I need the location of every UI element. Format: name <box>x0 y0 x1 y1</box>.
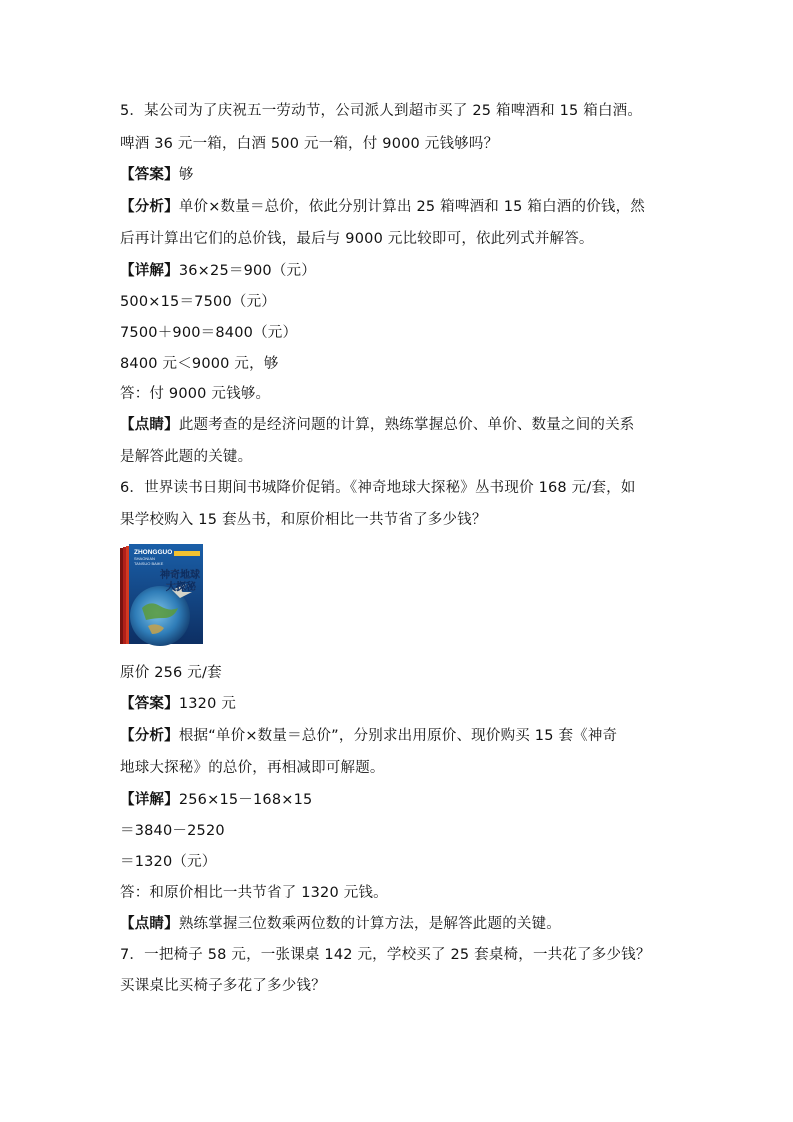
detail-text: 36×25＝900（元） <box>178 263 316 279</box>
q6-answer <box>120 694 680 714</box>
q5-stem-line-1: 5．某公司为了庆祝五一劳动节，公司派人到超市买了 25 箱啤酒和 15 箱白酒。 <box>120 103 643 119</box>
q5-answer <box>120 165 680 185</box>
analysis-tag: 【分析】 <box>120 199 179 215</box>
comment-tag: 【点睛】 <box>120 417 179 433</box>
cover-badge <box>174 551 200 556</box>
cover-latin-line-3: TANSUO BAIKE <box>134 561 164 566</box>
q6-stem-line-2: 果学校购入 15 套丛书，和原价相比一共节省了多少钱？ <box>120 512 487 528</box>
q5-stem-line-2: 啤酒 36 元一箱，白酒 500 元一箱，付 9000 元钱够吗？ <box>120 136 499 152</box>
q7-stem-line-1: 7．一把椅子 58 元，一张课桌 142 元，学校买了 25 套桌椅，一共花了多少钱？ <box>120 947 651 963</box>
comment-tag: 【点睛】 <box>120 916 179 932</box>
q6-stem-line-1: 6．世界读书日期间书城降价促销。《神奇地球大探秘》丛书现价 168 元/套，如 <box>120 480 636 496</box>
q5-analysis-line-2: 后再计算出它们的总价钱，最后与 9000 元比较即可，依此列式并解答。 <box>120 231 594 247</box>
answer-tag: 【答案】 <box>120 167 179 183</box>
detail-tag: 【详解】 <box>120 263 179 279</box>
q5-comment-line-2: 是解答此题的关键。 <box>120 449 253 465</box>
comment-text: 此题考查的是经济问题的计算，熟练掌握总价、单价、数量之间的关系 <box>178 417 635 433</box>
cover-latin-line-1: ZHONGGUO <box>134 549 173 556</box>
q5-detail-line-1 <box>120 261 680 281</box>
q5-reply: 答：付 9000 元钱够。 <box>120 386 271 402</box>
cover-latin-line-2: SHAONIAN <box>134 556 155 561</box>
analysis-text: 根据“单价×数量＝总价”，分别求出用原价、现价购买 15 套《神奇 <box>178 728 618 744</box>
analysis-text: 单价×数量＝总价，依此分别计算出 25 箱啤酒和 15 箱白酒的价钱，然 <box>178 199 645 215</box>
detail-text: 256×15－168×15 <box>178 792 313 808</box>
cover-title-line-1: 神奇地球 <box>160 570 200 581</box>
q5-analysis-line-1 <box>120 197 680 217</box>
analysis-tag: 【分析】 <box>120 728 179 744</box>
answer-text: 够 <box>178 167 194 183</box>
cover-title-line-2: 大探秘 <box>166 582 196 593</box>
comment-text: 熟练掌握三位数乘两位数的计算方法，是解答此题的关键。 <box>178 916 562 932</box>
answer-tag: 【答案】 <box>120 696 179 712</box>
q6-reply: 答：和原价相比一共节省了 1320 元钱。 <box>120 885 388 901</box>
q5-comment-line-1 <box>120 415 680 435</box>
q6-analysis-line-1 <box>120 726 680 746</box>
q6-analysis-line-2: 地球大探秘》的总价，再相减即可解题。 <box>120 760 385 776</box>
q7-stem-line-2: 买课桌比买椅子多花了多少钱？ <box>120 978 326 994</box>
q6-detail-line-3: ＝1320（元） <box>120 854 217 870</box>
book-cover-image <box>120 542 204 646</box>
q6-detail-line-1 <box>120 790 680 810</box>
q5-detail-line-2: 500×15＝7500（元） <box>120 294 276 310</box>
q6-original-price: 原价 256 元/套 <box>120 665 222 681</box>
detail-tag: 【详解】 <box>120 792 179 808</box>
q5-detail-line-3: 7500＋900＝8400（元） <box>120 325 298 341</box>
q5-detail-line-4: 8400 元＜9000 元，够 <box>120 356 279 372</box>
q6-detail-line-2: ＝3840－2520 <box>120 823 225 839</box>
answer-text: 1320 元 <box>178 696 237 712</box>
q6-comment-line-1 <box>120 914 680 934</box>
